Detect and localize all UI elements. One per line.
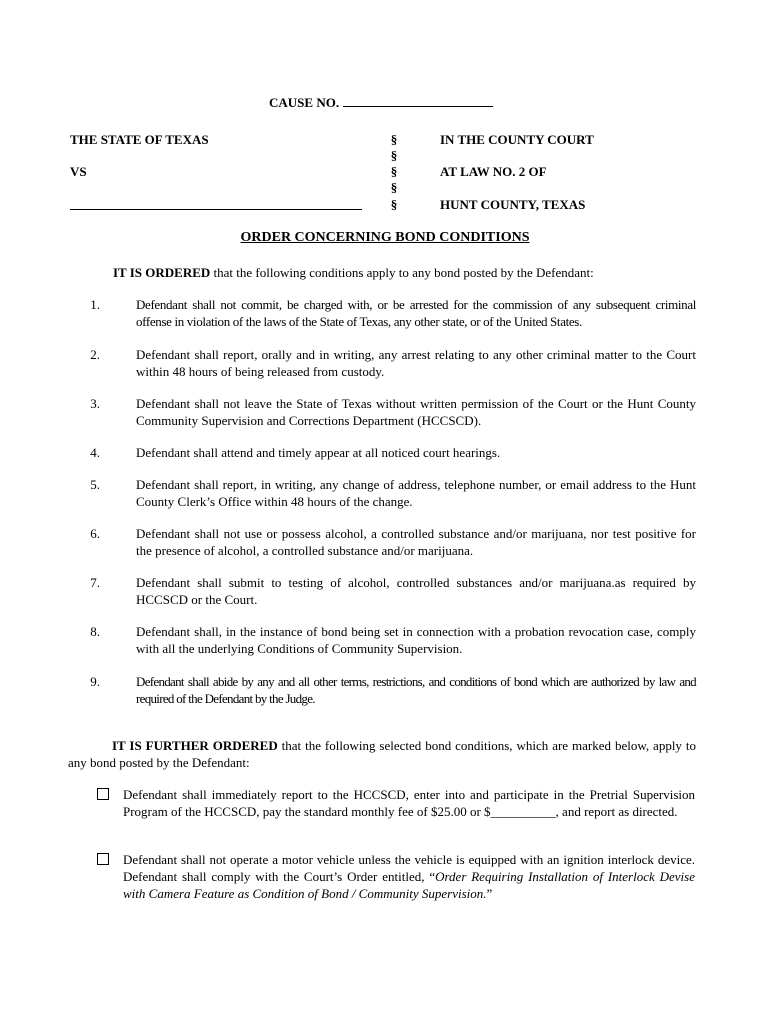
- condition-text: Defendant shall report, orally and in writing, any arrest relating to any other criminal matter to the Court within 48 hours of being released from custody.: [136, 347, 696, 379]
- caption-plaintiff: THE STATE OF TEXAS: [70, 132, 209, 147]
- condition-number: 8.: [90, 624, 100, 639]
- section-mark: §: [390, 180, 398, 195]
- further-order-lead: IT IS FURTHER ORDERED: [112, 738, 278, 753]
- cause-number-field[interactable]: [343, 94, 493, 107]
- bond-condition-text: Defendant shall immediately report to the HCCSCD, enter into and participate in the Pretrial Supervision Program of the HCCSCD, pay the standard monthly fee of $25.00 or $__________, and report as directed.: [123, 787, 695, 819]
- order-intro-lead: IT IS ORDERED: [113, 265, 211, 280]
- order-intro-text: that the following conditions apply to any bond posted by the Defendant:: [210, 265, 594, 280]
- condition-text: Defendant shall attend and timely appear at all noticed court hearings.: [136, 445, 501, 460]
- section-mark: §: [390, 197, 398, 212]
- cause-number: [269, 94, 493, 111]
- defendant-name-line[interactable]: [70, 209, 362, 210]
- section-mark: §: [390, 132, 398, 147]
- condition-number: 5.: [90, 477, 100, 492]
- order-title-reference: Order Requiring Installation of Interlock Devise with Camera Feature as Condition of Bond / Community Supervision.: [123, 869, 695, 901]
- further-order-paragraph: [68, 737, 696, 771]
- condition-number: 1.: [90, 297, 100, 312]
- section-mark: §: [390, 148, 398, 163]
- condition-text: Defendant shall not use or possess alcohol, a controlled substance and/or marijuana, nor test positive for the presence of alcohol, a controlled substance and/or marijuana.: [136, 526, 696, 558]
- condition-text: Defendant shall not commit, be charged with, or be arrested for the commission of any subsequent criminal offense in violation of the laws of the State of Texas, any other state, or of the United States.: [136, 297, 696, 329]
- condition-number: 9.: [90, 674, 100, 689]
- bond-condition-text-end: ”: [486, 886, 493, 901]
- cause-label: CAUSE NO.: [269, 95, 340, 110]
- condition-text: Defendant shall submit to testing of alcohol, controlled substances and/or marijuana.as required by HCCSCD or the Court.: [136, 575, 696, 607]
- condition-number: 3.: [90, 396, 100, 411]
- condition-number: 2.: [90, 347, 100, 362]
- condition-text: Defendant shall report, in writing, any change of address, telephone number, or email address to the Hunt County Clerk’s Office within 48 hours of the change.: [136, 477, 696, 509]
- caption-court: IN THE COUNTY COURT: [440, 132, 594, 147]
- caption-court-number: AT LAW NO. 2 OF: [440, 164, 547, 179]
- condition-text: Defendant shall abide by any and all other terms, restrictions, and conditions of bond which are authorized by law and required of the Defendant by the Judge.: [136, 674, 696, 706]
- condition-text: Defendant shall not leave the State of Texas without written permission of the Court or the Hunt County Community Supervision and Corrections Department (HCCSCD).: [136, 396, 696, 428]
- condition-checkbox[interactable]: [97, 788, 109, 800]
- section-mark: §: [390, 164, 398, 179]
- condition-number: 7.: [90, 575, 100, 590]
- condition-checkbox[interactable]: [97, 853, 109, 865]
- caption-county: HUNT COUNTY, TEXAS: [440, 197, 586, 212]
- condition-number: 6.: [90, 526, 100, 541]
- page-title: ORDER CONCERNING BOND CONDITIONS: [240, 230, 530, 245]
- condition-number: 4.: [90, 445, 100, 460]
- order-intro: [113, 264, 594, 281]
- bond-condition-text-start: Defendant shall not operate a motor vehicle unless the vehicle is equipped with an ignition interlock device. Defendant shall comply with the Court’s Order entitled, “: [123, 852, 695, 884]
- bond-condition-text: [123, 851, 695, 902]
- condition-text: Defendant shall, in the instance of bond being set in connection with a probation revocation case, comply with all the underlying Conditions of Community Supervision.: [136, 624, 696, 656]
- further-order-text: that the following selected bond conditions, which are marked below, apply to any bond posted by the Defendant:: [68, 738, 696, 770]
- caption-versus: VS: [70, 164, 87, 179]
